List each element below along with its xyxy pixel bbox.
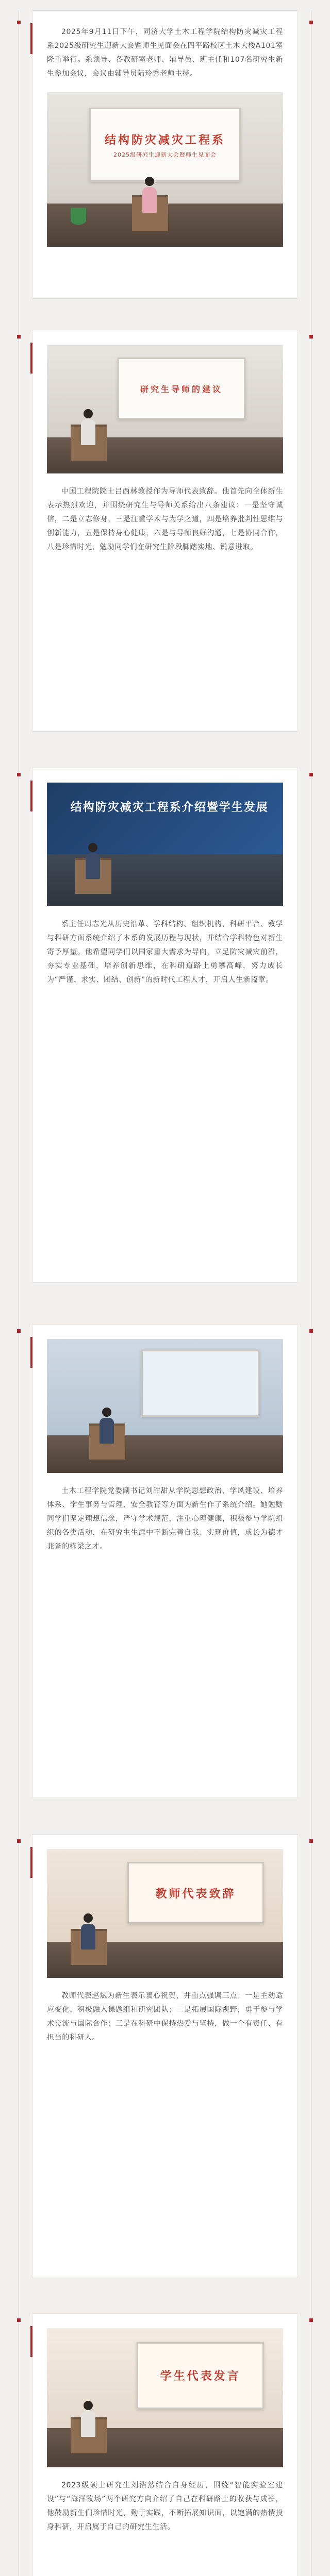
rail-square	[309, 2318, 313, 2322]
paragraph: 系主任周志光从历史沿革、学科结构、组织机构、科研平台、教学与科研方面系统介绍了本系的发展历程与现状，并结合学科特色对新生寄予厚望。他希望同学们以国家重大需求为导向，立足防灾减灾前沿，夯实专业基础，培养创新思维，在科研道路上勇攀高峰，努力成长为“严谨、求实、团结、创新”的新时代工程人才，开启人生新篇章。	[47, 920, 283, 984]
event-photo	[47, 345, 283, 473]
event-photo	[47, 783, 283, 906]
screen-subtitle: 2025级研究生迎新大会暨师生见面会	[113, 151, 217, 158]
section-accent-bar	[30, 2326, 32, 2357]
rail-square	[309, 1839, 313, 1843]
paragraph: 土木工程学院党委副书记刘甜甜从学院思想政治、学风建设、培养体系、学生事务与管理、安全教育等方面为新生作了系统介绍。她勉励同学们坚定理想信念，严守学术规范，注重心理健康，积极参与学院组织的各类活动，在研究生生涯中不断完善自我、实现价值，成长为德才兼备的栋梁之才。	[47, 1487, 283, 1551]
rail-square	[309, 335, 313, 338]
event-photo	[47, 92, 283, 247]
event-photo	[47, 1849, 283, 1978]
section-accent-bar	[30, 23, 32, 54]
screen-title: 结构防灾减灾工程系	[104, 133, 225, 147]
section-5	[32, 1834, 298, 2277]
section-1	[32, 10, 298, 299]
screen-title: 教师代表致辞	[155, 1887, 236, 1901]
rail-square	[17, 773, 21, 776]
section-accent-bar	[30, 1337, 32, 1368]
paragraph: 2023级硕士研究生刘浩然结合自身经历，围绕“智能实验室建设”与“海洋牧场”两个研究方向介绍了自己在科研路上的收获与成长，他鼓励新生们珍惜时光，勤于实践，不断拓展知识面，以饱满的热情投身科研，开启属于自己的研究生生活。	[47, 2481, 283, 2531]
projection-screen	[137, 2342, 264, 2409]
paragraph: 中国工程院院士吕西林教授作为导师代表致辞。他首先向全体新生表示热烈欢迎，并围绕研究生与导师关系给出八条建议：一是坚守诚信，二是立志修身，三是注重学术与为学之道，四是培养批判性思维与创新能力，五是保持身心健康，六是与导师良好沟通，七是协同合作，八是珍惜时光，勉励同学们在研究生阶段脚踏实地、锐意进取。	[47, 487, 283, 551]
screen-title: 学生代表发言	[160, 2369, 241, 2383]
paragraph: 2025年9月11日下午，同济大学土木工程学院结构防灾减灾工程系2025级研究生迎新大会暨师生见面会在四平路校区土木大楼A101室隆重举行。系领导、各教研室老师、辅导员、班主任和107名研究生新生参加会议，会议由辅导员陆玲秀老师主持。	[47, 28, 283, 78]
projection-screen	[89, 108, 240, 182]
projection-screen	[118, 358, 245, 419]
rail-square	[309, 1329, 313, 1333]
paragraph: 教师代表赵斌为新生表示衷心祝贺，并重点强调三点：一是主动适应变化，积极融入课题组和研究团队；二是拓展国际视野，勇于参与学术交流与国际合作；三是在科研中保持热爱与坚持，做一个有责任、有担当的科研人。	[47, 1992, 283, 2042]
projection-screen	[127, 1862, 265, 1924]
rail-square	[309, 21, 313, 24]
screen-title: 结构防灾减灾工程系介绍暨学生发展	[70, 801, 269, 814]
event-photo	[47, 1339, 283, 1473]
section-3	[32, 768, 298, 1283]
event-photo	[47, 2328, 283, 2467]
rail-square	[17, 1839, 21, 1843]
section-accent-bar	[30, 781, 32, 811]
section-2	[32, 330, 298, 732]
projection-screen	[141, 1350, 259, 1417]
rail-square	[17, 1329, 21, 1333]
section-accent-bar	[30, 1847, 32, 1878]
rail-square	[17, 21, 21, 24]
rail-square	[309, 773, 313, 776]
section-accent-bar	[30, 343, 32, 374]
left-decoration	[0, 0, 31, 2576]
section-6	[32, 2313, 298, 2576]
rail-square	[17, 335, 21, 338]
rail-square	[17, 2318, 21, 2322]
screen-title: 研究生导师的建议	[140, 384, 223, 394]
right-decoration	[299, 0, 330, 2576]
section-4	[32, 1324, 298, 1798]
